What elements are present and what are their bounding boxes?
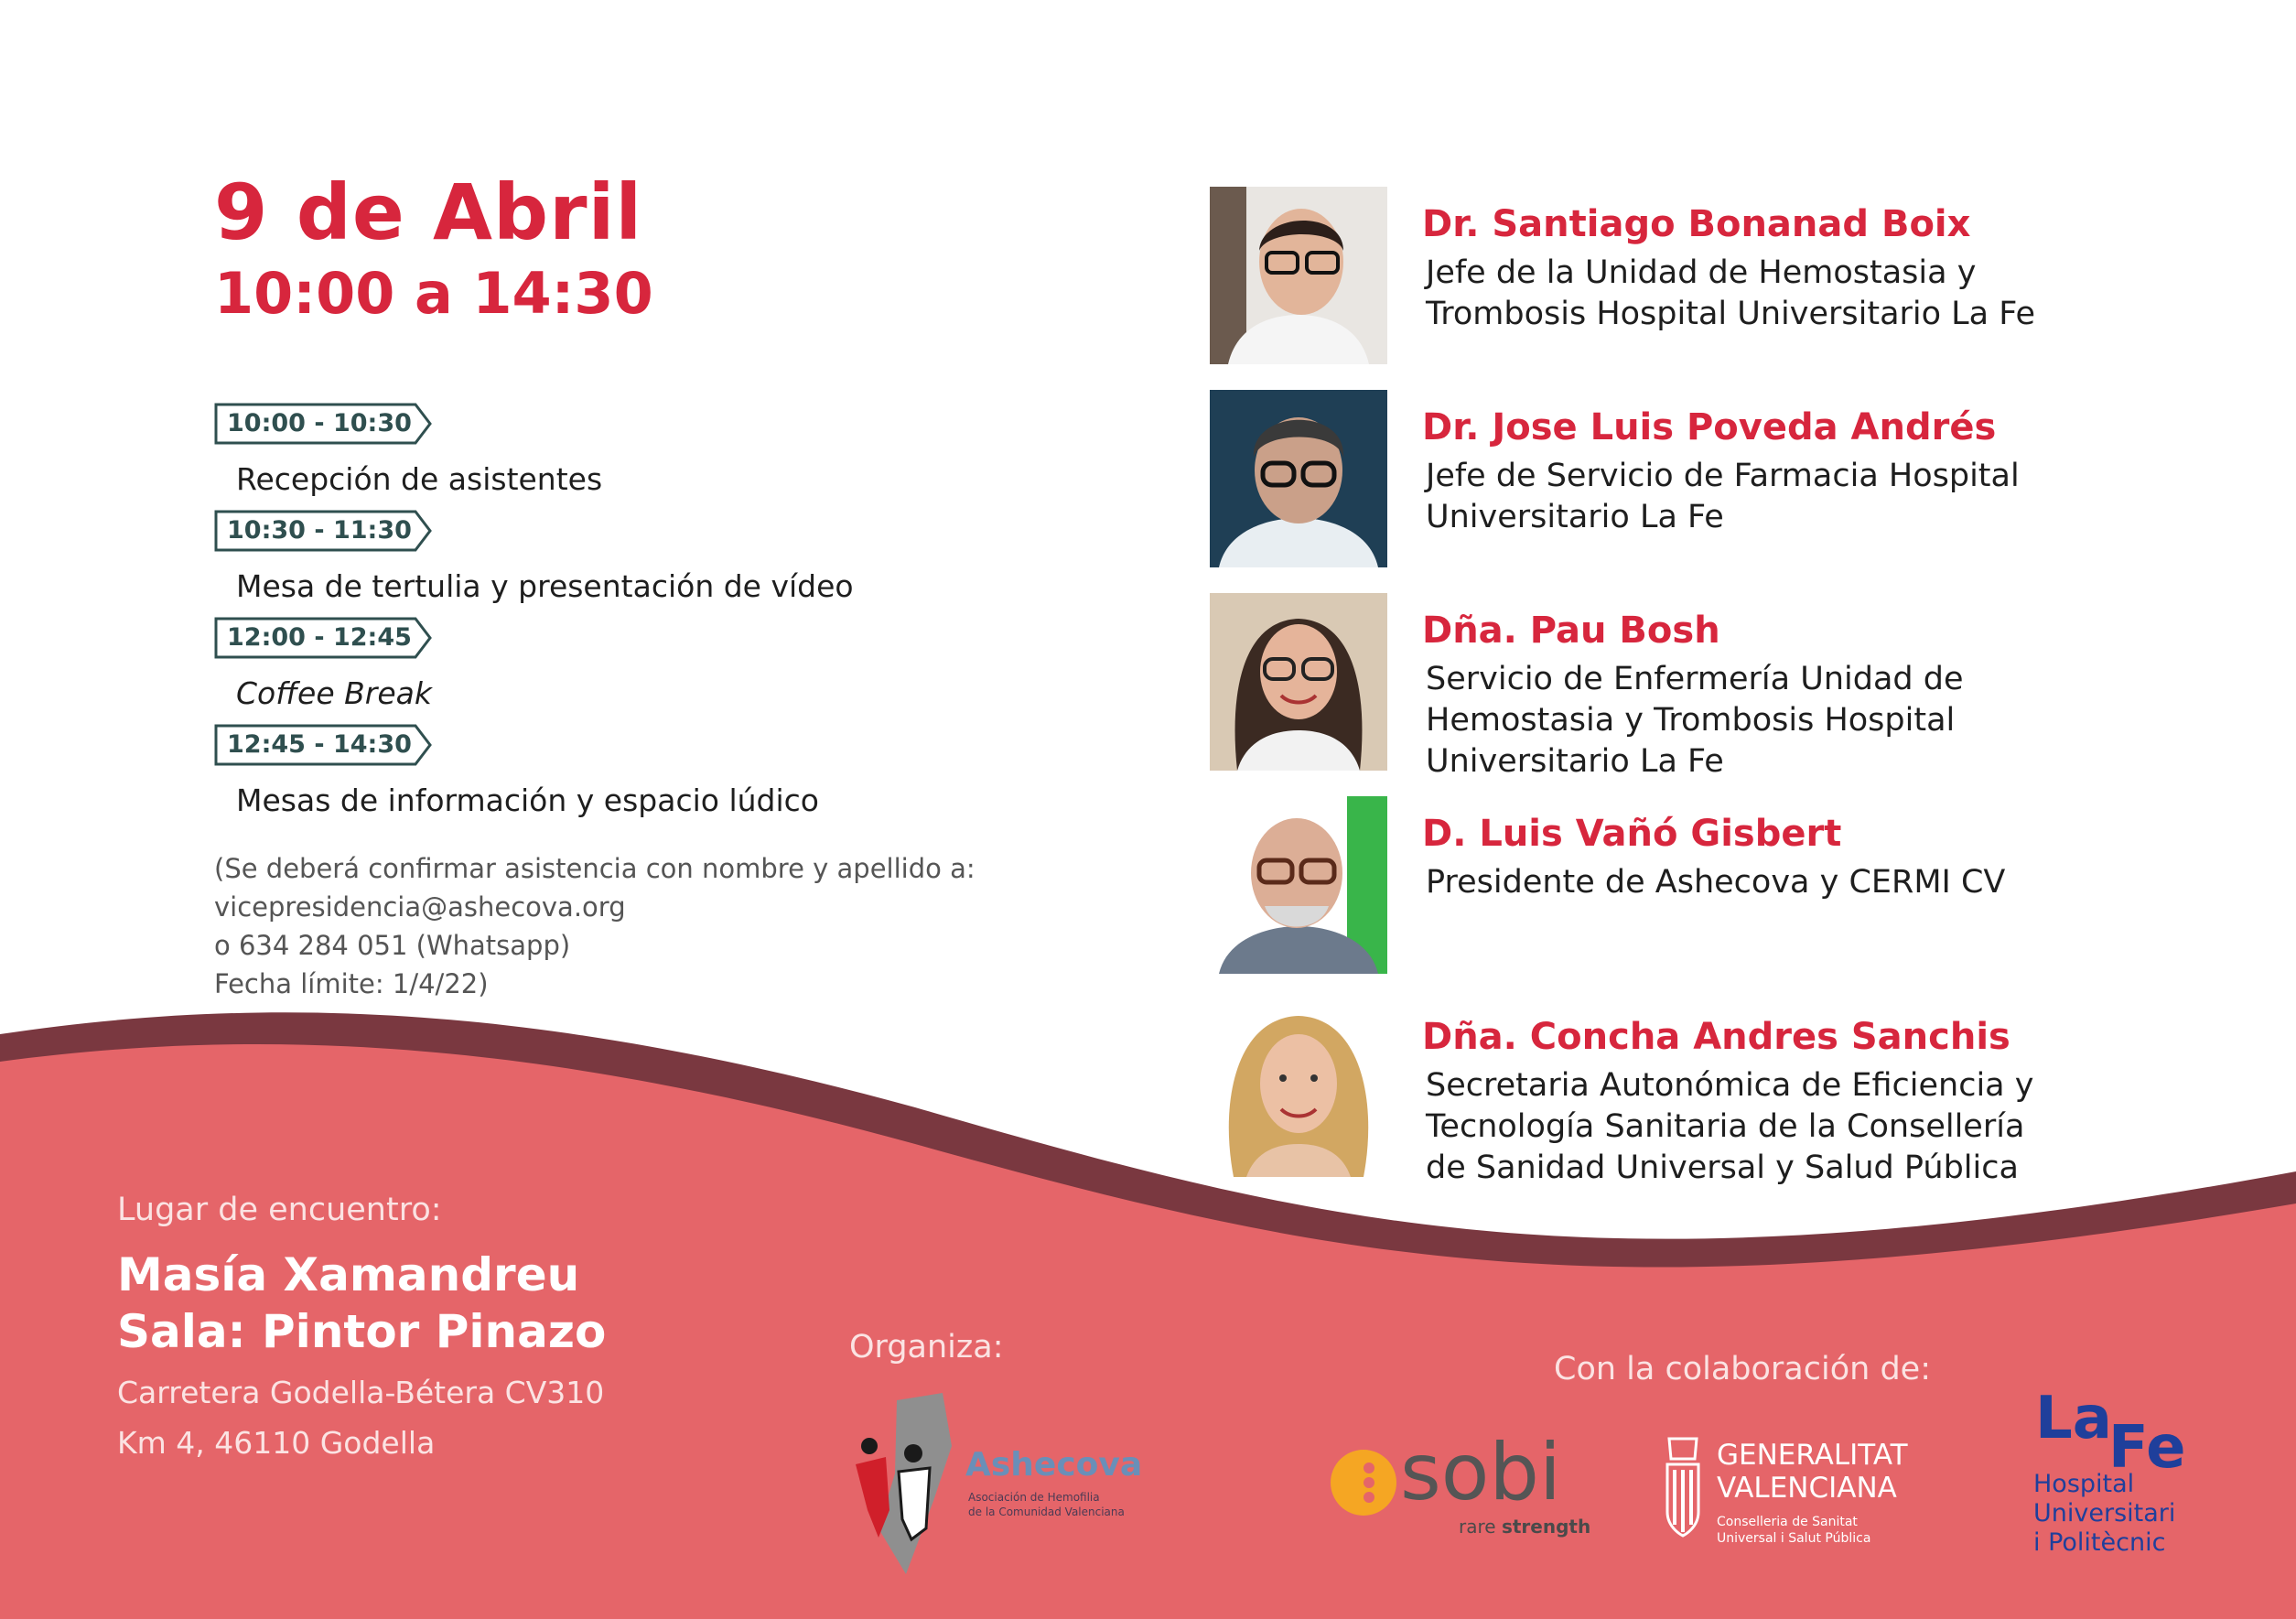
speaker-role-line: Universitario La Fe	[1426, 743, 1724, 780]
schedule-desc: Coffee Break	[236, 675, 432, 711]
speaker-photo	[1210, 796, 1387, 974]
schedule-desc: Mesas de información y espacio lúdico	[236, 783, 819, 818]
lafe-subtitle-line: i Politècnic	[2033, 1528, 2166, 1557]
speaker-card	[1210, 796, 2244, 975]
time-tag-label: 10:30 - 11:30	[227, 516, 412, 545]
venue-name-line: Masía Xamandreu	[117, 1248, 580, 1301]
ashecova-subtitle	[968, 1490, 1125, 1519]
sobi-tagline-rare: rare	[1459, 1516, 1502, 1538]
schedule-desc: Mesa de tertulia y presentación de vídeo	[236, 568, 854, 604]
speaker-role	[1426, 659, 2176, 783]
speaker-name: Dña. Concha Andres Sanchis	[1422, 1016, 2010, 1058]
speaker-role	[1426, 253, 2176, 335]
rsvp-email[interactable]: vicepresidencia@ashecova.org	[214, 891, 626, 923]
speaker-photo	[1210, 187, 1387, 364]
speaker-role-line: de Sanidad Universal y Salud Pública	[1426, 1149, 2019, 1186]
speaker-card	[1210, 187, 2244, 365]
venue-address	[117, 1367, 604, 1468]
speaker-role-line: Jefe de la Unidad de Hemostasia y	[1426, 254, 1977, 291]
collaboration-label: Con la colaboración de:	[1554, 1351, 1931, 1387]
rsvp-phone: o 634 284 051 (Whatsapp)	[214, 930, 571, 961]
generalitat-line: VALENCIANA	[1717, 1472, 1897, 1505]
speaker-role-line: Tecnología Sanitaria de la Consellería	[1426, 1108, 2025, 1145]
lafe-subtitle-line: Hospital	[2033, 1470, 2135, 1498]
lafe-hospital-logo	[2022, 1385, 2215, 1563]
venue-name	[117, 1247, 606, 1360]
time-tag-label: 12:45 - 14:30	[227, 730, 412, 759]
speaker-photo	[1210, 593, 1387, 771]
rsvp-instructions: (Se deberá confirmar asistencia con nombre y apellido a:	[214, 853, 976, 884]
speaker-photo	[1210, 999, 1387, 1177]
time-tag	[214, 403, 434, 445]
time-tag-label: 10:00 - 10:30	[227, 409, 412, 437]
venue-room: Sala: Pintor Pinazo	[117, 1305, 607, 1358]
speaker-role-line: Trombosis Hospital Universitario La Fe	[1426, 296, 2036, 332]
venue-label: Lugar de encuentro:	[117, 1192, 442, 1228]
schedule-item	[214, 510, 1038, 610]
time-tag-label: 12:00 - 12:45	[227, 623, 412, 652]
generalitat-line: GENERALITAT	[1717, 1439, 1908, 1472]
lafe-subtitle-line: Universitari	[2033, 1499, 2176, 1527]
ashecova-subtitle-line: de la Comunidad Valenciana	[968, 1506, 1125, 1518]
generalitat-dept-line: Conselleria de Sanitat	[1717, 1515, 1858, 1529]
speaker-photo	[1210, 390, 1387, 567]
schedule-item	[214, 724, 1038, 825]
schedule-desc: Recepción de asistentes	[236, 461, 603, 497]
lafe-subtitle	[2033, 1470, 2175, 1558]
rsvp-note	[214, 849, 976, 1003]
generalitat-logo	[1658, 1430, 1924, 1558]
speaker-role-line: Jefe de Servicio de Farmacia Hospital	[1426, 458, 2020, 494]
time-tag	[214, 724, 434, 766]
speaker-role	[1426, 862, 2176, 903]
ashecova-wordmark: Ashecova	[965, 1446, 1143, 1484]
ashecova-logo	[842, 1391, 1162, 1574]
time-tag	[214, 510, 434, 552]
speaker-role	[1426, 1065, 2176, 1189]
event-date: 9 de Abril	[214, 167, 643, 257]
speaker-card	[1210, 593, 2244, 780]
speaker-role-line: Universitario La Fe	[1426, 499, 1724, 535]
speaker-name: Dr. Jose Luis Poveda Andrés	[1422, 406, 1997, 448]
venue-address-line: Carretera Godella-Bétera CV310	[117, 1375, 605, 1410]
sobi-logo	[1318, 1428, 1592, 1547]
ashecova-subtitle-line: Asociación de Hemofilia	[968, 1491, 1100, 1504]
event-time: 10:00 a 14:30	[214, 260, 653, 327]
lafe-fe: Fe	[2108, 1414, 2186, 1482]
speaker-name: D. Luis Vañó Gisbert	[1422, 813, 1842, 855]
venue-address-line: Km 4, 46110 Godella	[117, 1425, 436, 1461]
speaker-card	[1210, 999, 2244, 1186]
sobi-tagline-strength: strength	[1501, 1516, 1591, 1538]
sobi-wordmark: sobi	[1400, 1427, 1561, 1518]
generalitat-wordmark	[1717, 1439, 1908, 1505]
sobi-mark-icon	[1327, 1446, 1400, 1519]
speaker-role-line: Secretaria Autonómica de Eficiencia y	[1426, 1067, 2034, 1104]
sobi-tagline	[1459, 1516, 1590, 1538]
speaker-role	[1426, 456, 2176, 538]
generalitat-dept-line: Universal i Salut Pública	[1717, 1531, 1871, 1546]
speaker-name: Dr. Santiago Bonanad Boix	[1422, 203, 1971, 245]
time-tag	[214, 617, 434, 659]
speaker-role-line: Servicio de Enfermería Unidad de	[1426, 661, 1964, 697]
speaker-name: Dña. Pau Bosh	[1422, 610, 1720, 652]
rsvp-deadline: Fecha límite: 1/4/22)	[214, 968, 489, 999]
schedule-item	[214, 403, 1038, 503]
speaker-card	[1210, 390, 2244, 568]
lafe-la: La	[2035, 1385, 2112, 1452]
generalitat-department	[1717, 1514, 1870, 1547]
schedule-item	[214, 617, 1038, 718]
organizer-label: Organiza:	[849, 1329, 1004, 1365]
generalitat-crest-icon	[1660, 1433, 1706, 1552]
speaker-role-line: Hemostasia y Trombosis Hospital	[1426, 702, 1956, 739]
speaker-role-line: Presidente de Ashecova y CERMI CV	[1426, 864, 2006, 901]
